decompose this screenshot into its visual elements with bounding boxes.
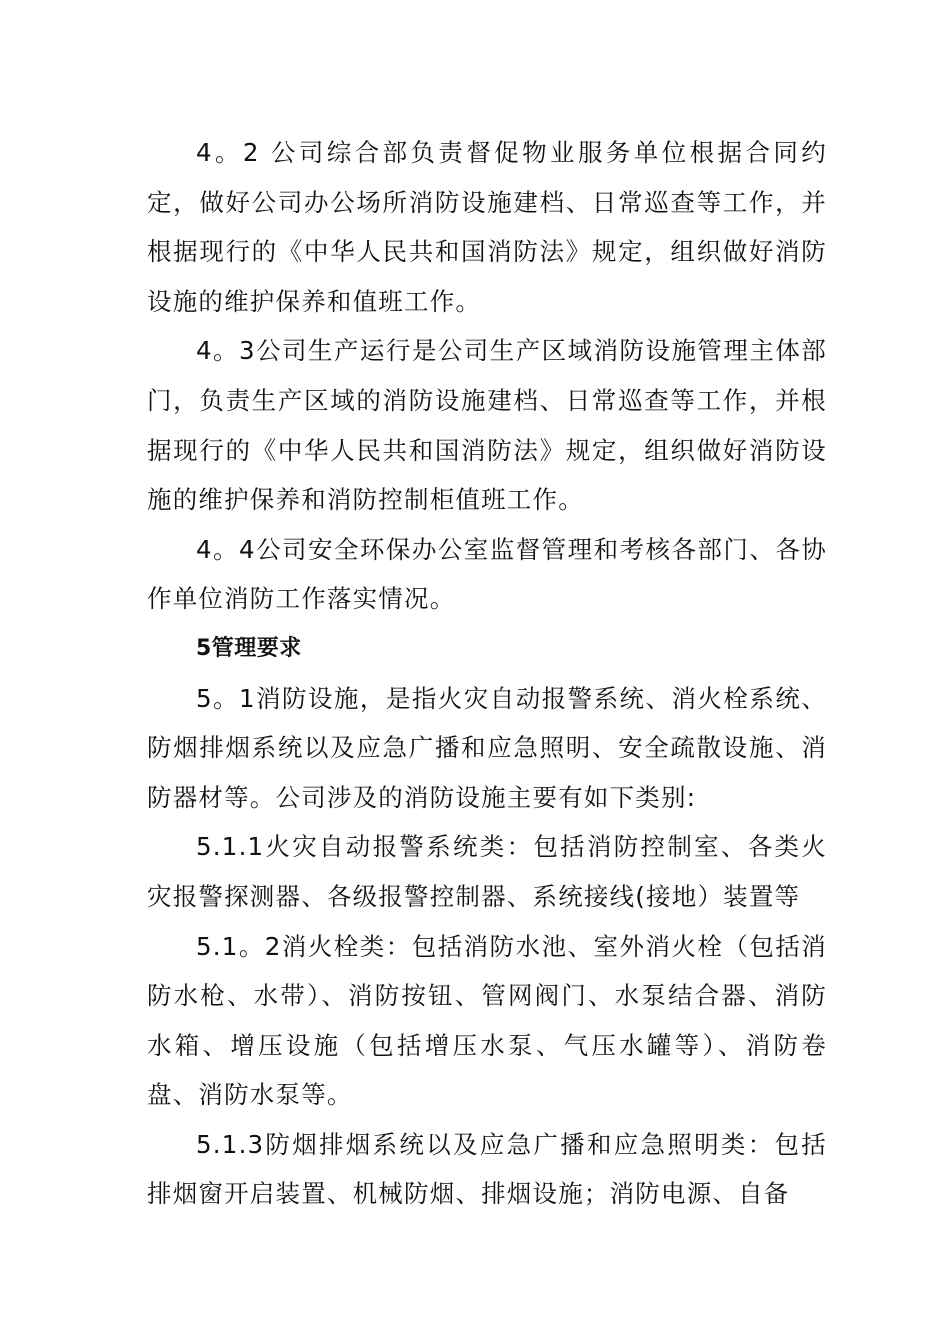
document-body xyxy=(147,128,827,1219)
paragraph-4-3: 4。3公司生产运行是公司生产区域消防设施管理主体部门，负责生产区域的消防设施建档、日常巡查等工作，并根据现行的《中华人民共和国消防法》规定，组织做好消防设施的维护保养和消防控制柜值班工作。 xyxy=(147,336,827,515)
paragraph-5-1: 5。1消防设施，是指火灾自动报警系统、消火栓系统、防烟排烟系统以及应急广播和应急照明、安全疏散设施、消防器材等。公司涉及的消防设施主要有如下类别: xyxy=(147,683,827,812)
paragraph-4-4: 4。4公司安全环保办公室监督管理和考核各部门、各协作单位消防工作落实情况。 xyxy=(147,534,827,614)
paragraph-5-1-2: 5.1。2消火栓类：包括消防水池、室外消火栓（包括消防水枪、水带）、消防按钮、管网阀门、水泵结合器、消防水箱、增压设施（包括增压水泵、气压水罐等）、消防卷盘、消防水泵等。 xyxy=(147,931,827,1110)
paragraph-5-1-1: 5.1.1火灾自动报警系统类：包括消防控制室、各类火灾报警探测器、各级报警控制器、系统接线(接地）装置等 xyxy=(147,832,827,911)
section-heading-5: 5管理要求 xyxy=(196,635,302,661)
paragraph-4-2: 4。2 公司综合部负责督促物业服务单位根据合同约定，做好公司办公场所消防设施建档、日常巡查等工作，并根据现行的《中华人民共和国消防法》规定，组织做好消防设施的维护保养和值班工作。 xyxy=(147,138,827,316)
paragraph-5-1-3: 5.1.3防烟排烟系统以及应急广播和应急照明类：包括排烟窗开启装置、机械防烟、排烟设施；消防电源、自备 xyxy=(147,1129,827,1209)
